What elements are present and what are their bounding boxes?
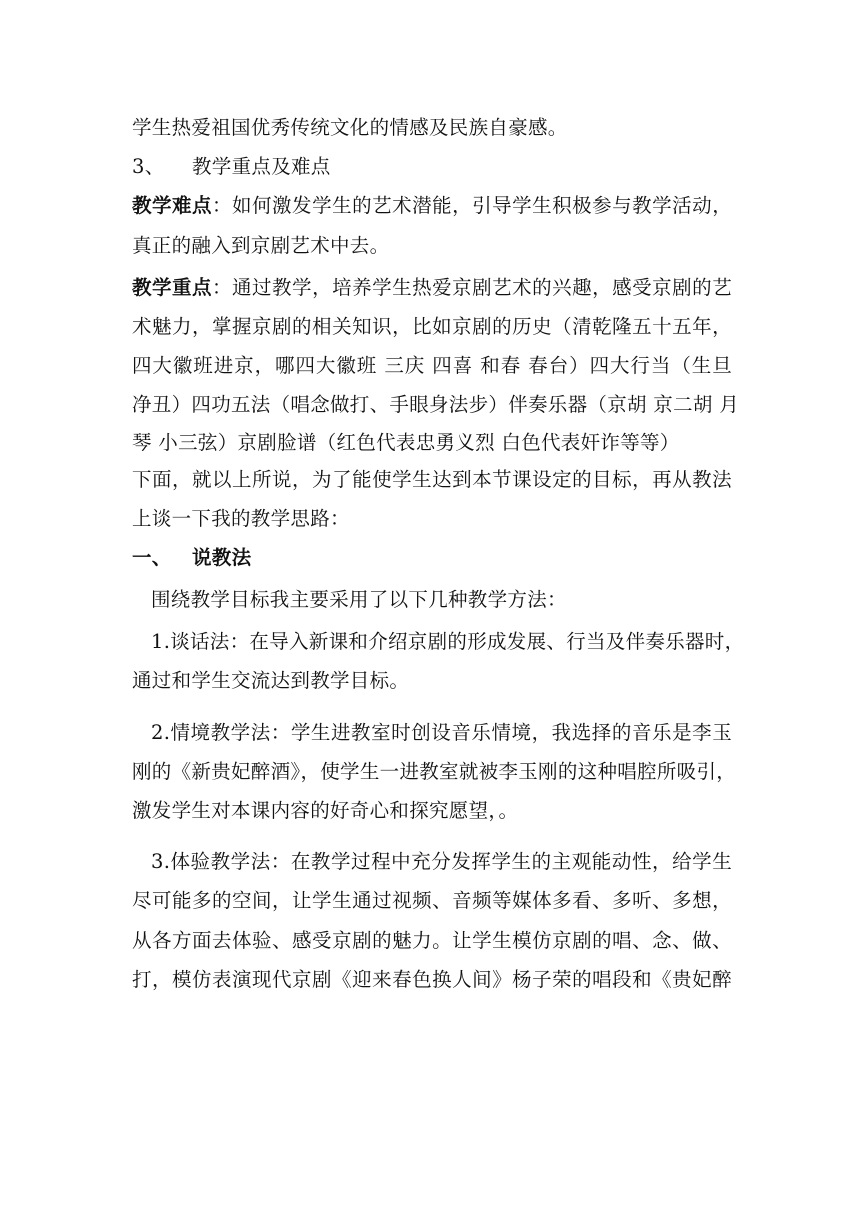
paragraph-line: 激发学生对本课内容的好奇心和探究愿望，。 (132, 799, 519, 822)
paragraph-line: 通过和学生交流达到教学目标。 (132, 669, 410, 693)
heading-number: 3、 (132, 155, 165, 179)
paragraph-line: 净丑）四功五法（唱念做打、手眼身法步）伴奏乐器（京胡 京二胡 月 (132, 393, 739, 417)
paragraph-line: 四大徽班进京，哪四大徽班 三庆 四喜 和春 春台）四大行当（生旦 (132, 354, 732, 378)
paragraph-line: 3.体验教学法：在教学过程中充分发挥学生的主观能动性，给学生 (151, 850, 732, 874)
paragraph-line: 下面，就以上所说，为了能使学生达到本节课设定的目标，再从教法 (132, 467, 732, 491)
difficulty-label: 教学难点 (132, 194, 213, 218)
section-heading-1 (132, 538, 732, 577)
paragraph-line: 1.谈话法：在导入新课和介绍京剧的形成发展、行当及伴奏乐器时， (151, 630, 745, 654)
paragraph-line: 术魅力，掌握京剧的相关知识，比如京剧的历史（清乾隆五十五年， (132, 314, 732, 338)
paragraph-line: 2.情境教学法：学生进教室时创设音乐情境，我选择的音乐是李玉 (151, 720, 732, 744)
key-point-text: ：通过教学，培养学生热爱京剧艺术的兴趣，感受京剧的艺 (212, 275, 732, 299)
paragraph-line: 琴 小三弦）京剧脸谱（红色代表忠勇义烈 白色代表奸诈等等） (132, 430, 680, 454)
heading-text: 说教法 (192, 545, 252, 569)
key-point-line (132, 268, 732, 307)
paragraph-line: 打，模仿表演现代京剧《迎来春色换人间》杨子荣的唱段和《贵妃醉 (132, 967, 732, 991)
difficulty-text: ：如何激发学生的艺术潜能，引导学生积极参与教学活动， (212, 194, 732, 218)
document-page (132, 108, 745, 999)
heading-number: 一、 (132, 545, 172, 569)
paragraph-line: 真正的融入到京剧艺术中去。 (132, 233, 390, 257)
paragraph-line: 上谈一下我的教学思路： (132, 506, 350, 530)
paragraph-line: 从各方面去体验、感受京剧的魅力。让学生模仿京剧的唱、念、做、 (132, 928, 732, 952)
paragraph-line: 尽可能多的空间，让学生通过视频、音频等媒体多看、多听、多想， (132, 889, 732, 913)
paragraph-line: 刚的《新贵妃醉酒》，使学生一进教室就被李玉刚的这种唱腔所吸引， (132, 759, 737, 783)
section-heading-3 (132, 147, 732, 186)
difficulty-line (132, 186, 732, 225)
paragraph-line: 围绕教学目标我主要采用了以下几种教学方法： (151, 588, 567, 612)
key-point-label: 教学重点 (132, 275, 213, 299)
paragraph-line: 学生热爱祖国优秀传统文化的情感及民族自豪感。 (132, 116, 568, 139)
heading-text: 教学重点及难点 (192, 155, 331, 179)
